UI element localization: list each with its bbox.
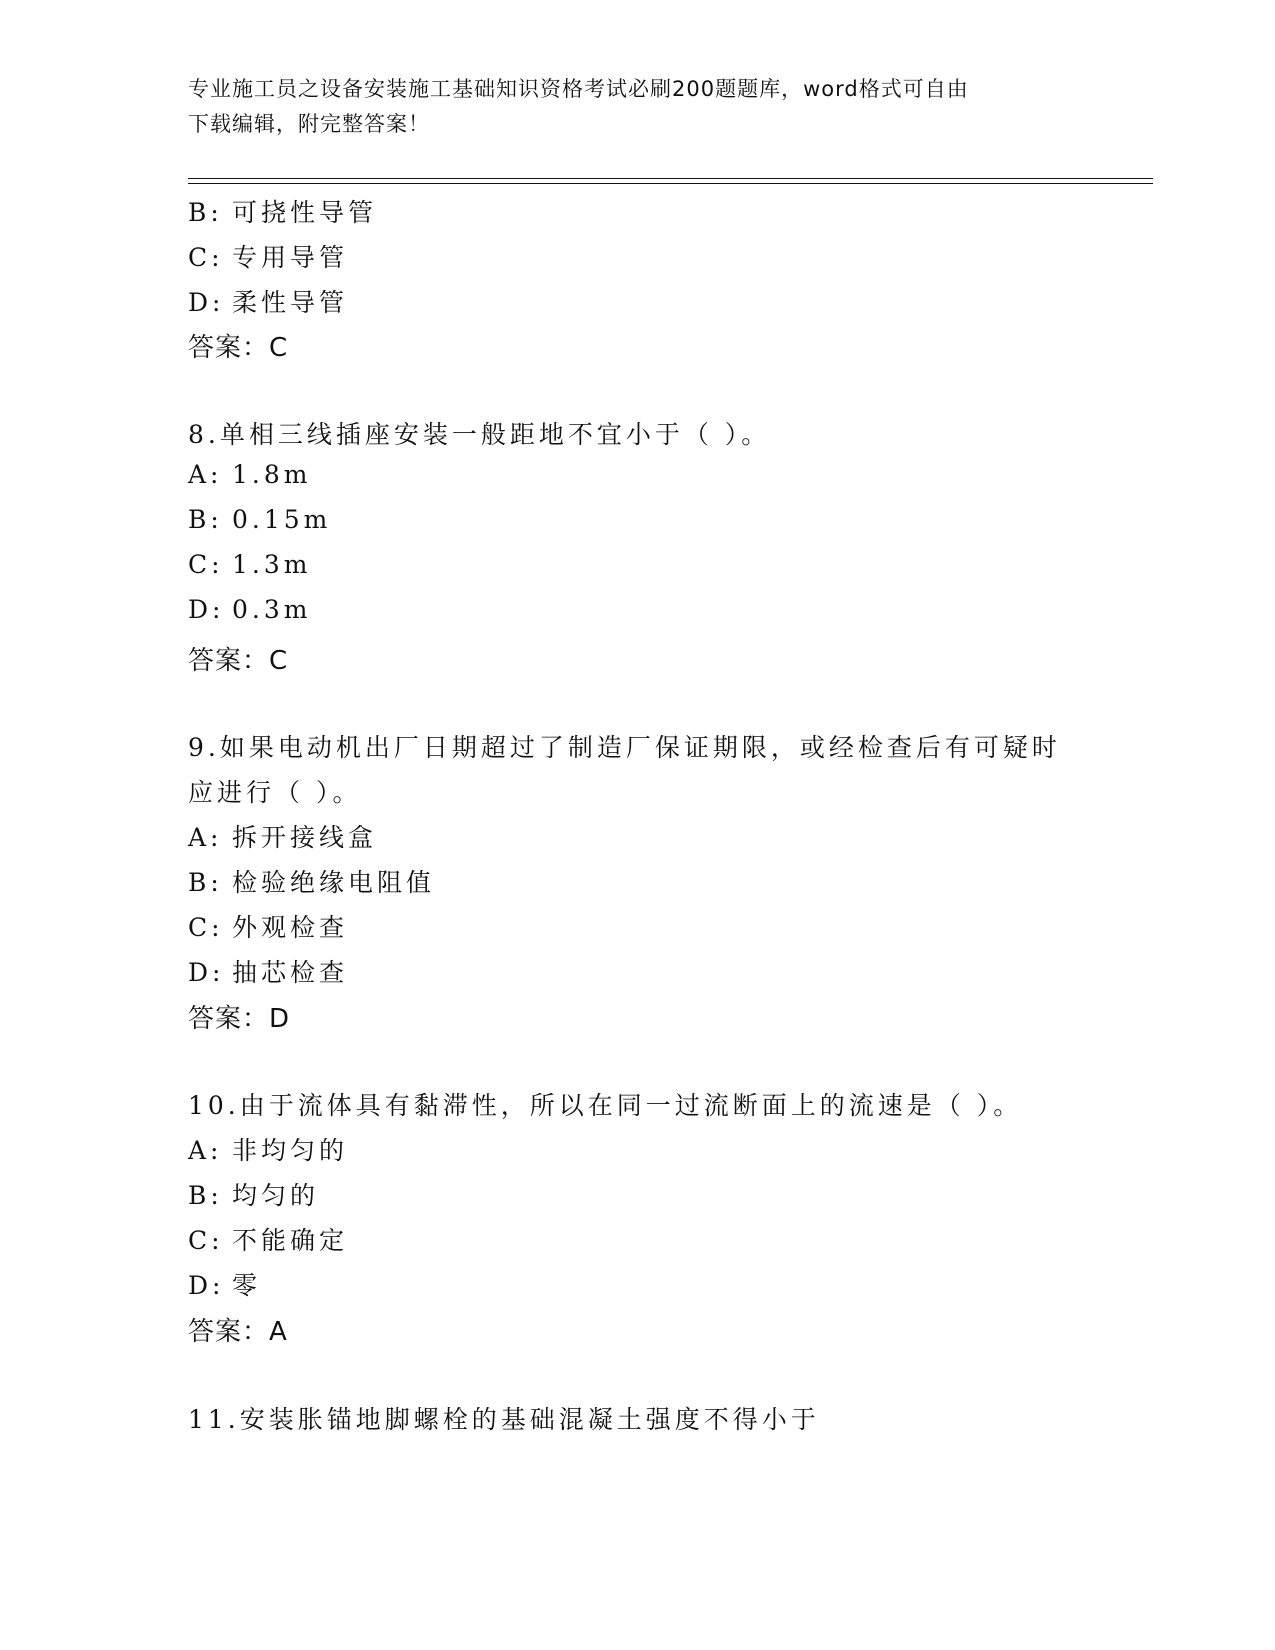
option-text: 1.3m: [232, 550, 312, 579]
q10-stem: 10.由于流体具有黏滞性，所以在同一过流断面上的流速是（ ）。: [188, 1091, 1023, 1120]
q8-option-c: [188, 550, 311, 579]
option-prefix: B:: [188, 198, 223, 227]
option-prefix: C:: [188, 913, 224, 942]
q9-stem-line-1: 9.如果电动机出厂日期超过了制造厂保证期限，或经检查后有可疑时: [188, 733, 1061, 762]
header-divider-bottom: [188, 183, 1153, 184]
option-text: 外观检查: [232, 913, 349, 942]
option-text: 专用导管: [232, 243, 349, 272]
q9-option-b: [188, 863, 435, 899]
q8-option-a: [188, 460, 311, 489]
q9-option-d: [188, 953, 348, 989]
q8-option-d: [188, 595, 311, 624]
q8-option-b: [188, 505, 331, 534]
header-line-1: 专业施工员之设备安装施工基础知识资格考试必刷200题题库，word格式可自由: [188, 77, 969, 101]
header-divider-top: [188, 178, 1153, 179]
option-prefix: B:: [188, 505, 223, 534]
q9-stem-line-2: 应进行（ ）。: [188, 778, 362, 807]
q7-answer: 答案：C: [188, 333, 289, 363]
option-prefix: C:: [188, 243, 224, 272]
option-prefix: A:: [188, 823, 223, 852]
option-text: 不能确定: [232, 1226, 349, 1255]
option-text: 柔性导管: [232, 288, 349, 317]
q9-option-a: [188, 818, 377, 854]
q7-option-c: [188, 238, 348, 274]
q11-stem: 11.安装胀锚地脚螺栓的基础混凝土强度不得小于: [188, 1405, 820, 1434]
option-prefix: D:: [188, 958, 225, 987]
q9-answer: 答案：D: [188, 1004, 291, 1034]
option-text: 抽芯检查: [232, 958, 349, 987]
q10-option-a: [188, 1131, 348, 1167]
option-prefix: D:: [188, 1271, 225, 1300]
header-line-2: 下载编辑，附完整答案！: [188, 112, 430, 136]
option-prefix: A:: [188, 460, 223, 489]
option-prefix: A:: [188, 1136, 223, 1165]
option-text: 检验绝缘电阻值: [232, 868, 436, 897]
q8-stem: 8.单相三线插座安装一般距地不宜小于（ ）。: [188, 420, 771, 449]
option-text: 均匀的: [232, 1181, 320, 1210]
option-prefix: B:: [188, 1181, 223, 1210]
option-text: 拆开接线盒: [232, 823, 378, 852]
option-prefix: C:: [188, 550, 224, 579]
option-text: 零: [232, 1271, 262, 1300]
option-text: 可挠性导管: [232, 198, 378, 227]
q10-answer: 答案：A: [188, 1317, 288, 1347]
option-text: 非均匀的: [232, 1136, 349, 1165]
document-header: [188, 72, 1088, 142]
option-text: 1.8m: [232, 460, 312, 489]
q7-option-d: [188, 283, 348, 319]
q8-answer: 答案：C: [188, 646, 289, 676]
q7-option-b: [188, 193, 377, 229]
q10-option-b: [188, 1176, 319, 1212]
option-prefix: B:: [188, 868, 223, 897]
option-prefix: C:: [188, 1226, 224, 1255]
q10-option-d: [188, 1266, 261, 1302]
option-text: 0.15m: [232, 505, 332, 534]
option-prefix: D:: [188, 288, 225, 317]
q9-option-c: [188, 908, 348, 944]
q10-option-c: [188, 1221, 348, 1257]
option-prefix: D:: [188, 595, 225, 624]
option-text: 0.3m: [232, 595, 312, 624]
